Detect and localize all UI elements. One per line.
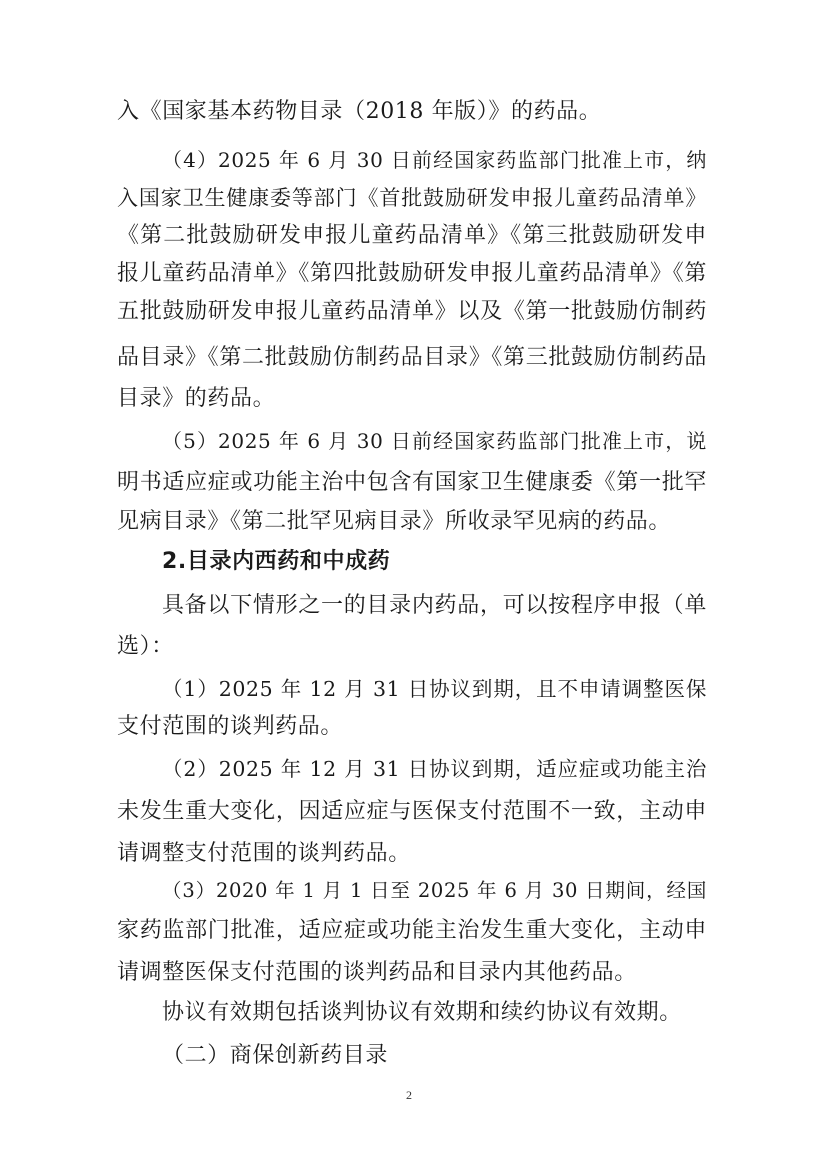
body-line: 未发生重大变化，因适应症与医保支付范围不一致，主动申 xyxy=(117,799,707,824)
body-line: 入《国家基本药物目录（2018 年版）》的药品。 xyxy=(117,99,602,124)
section-heading: （二）商保创新药目录 xyxy=(162,1043,389,1068)
body-line: 五批鼓励研发申报儿童药品清单》以及《第一批鼓励仿制药 xyxy=(117,299,707,324)
body-line: 协议有效期包括谈判协议有效期和续约协议有效期。 xyxy=(162,1000,682,1025)
section-heading: 2.目录内西药和中成药 xyxy=(162,549,391,574)
body-line: 入国家卫生健康委等部门《首批鼓励研发申报儿童药品清单》 xyxy=(117,186,707,210)
list-item-line: （2）2025 年 12 月 31 日协议到期，适应症或功能主治 xyxy=(162,757,707,781)
body-line: 请调整支付范围的谈判药品。 xyxy=(117,841,411,866)
body-line: 报儿童药品清单》《第四批鼓励研发申报儿童药品清单》《第 xyxy=(117,261,707,286)
list-item-line: （4）2025 年 6 月 30 日前经国家药监部门批准上市，纳 xyxy=(162,148,707,172)
list-item-line: （5）2025 年 6 月 30 日前经国家药监部门批准上市，说 xyxy=(162,429,707,453)
body-line: 《第二批鼓励研发申报儿童药品清单》《第三批鼓励研发申 xyxy=(117,223,707,248)
body-line: 支付范围的谈判药品。 xyxy=(117,714,344,739)
body-line: 明书适应症或功能主治中包含有国家卫生健康委《第一批罕 xyxy=(117,470,707,495)
body-line: 品目录》《第二批鼓励仿制药品目录》《第三批鼓励仿制药品 xyxy=(117,345,707,370)
body-line: 选）： xyxy=(117,634,174,659)
page-number: 2 xyxy=(406,1088,412,1102)
body-line: 具备以下情形之一的目录内药品，可以按程序申报（单 xyxy=(162,593,707,618)
body-line: 请调整医保支付范围的谈判药品和目录内其他药品。 xyxy=(117,960,637,985)
body-line: 目录》的药品。 xyxy=(117,386,276,411)
body-line: 家药监部门批准，适应症或功能主治发生重大变化，主动申 xyxy=(117,918,707,943)
body-line: 见病目录》《第二批罕见病目录》所收录罕见病的药品。 xyxy=(117,509,672,534)
list-item-line: （3）2020 年 1 月 1 日至 2025 年 6 月 30 日期间，经国 xyxy=(162,879,707,902)
list-item-line: （1）2025 年 12 月 31 日协议到期，且不申请调整医保 xyxy=(162,677,707,701)
